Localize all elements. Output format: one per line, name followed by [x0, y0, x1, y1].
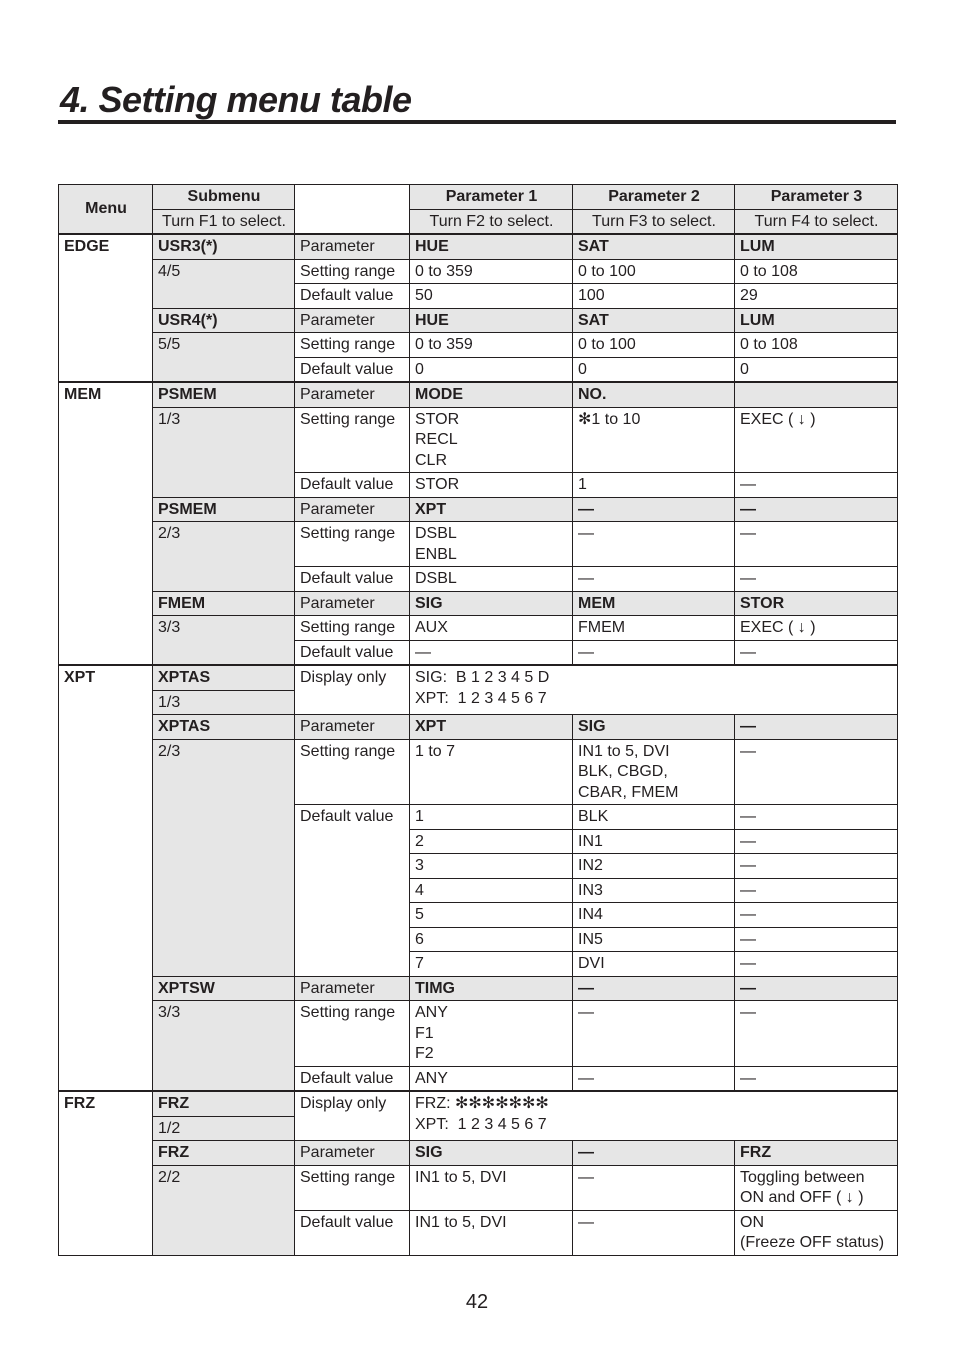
parameter-3: LUM	[735, 308, 898, 333]
parameter-3: —	[735, 715, 898, 740]
parameter-3: STOR	[735, 591, 898, 616]
parameter-1: MODE	[410, 382, 573, 407]
parameter-2: SIG	[573, 715, 735, 740]
setting-range-1: ANY F1 F2	[410, 1001, 573, 1067]
table-row	[59, 1165, 898, 1210]
default-value-3: —	[735, 640, 898, 665]
default-value-2: —	[573, 640, 735, 665]
header-param2: Parameter 2	[573, 185, 735, 210]
header-menu: Menu	[59, 185, 153, 235]
parameter-1: SIG	[410, 591, 573, 616]
setting-range-2: —	[573, 522, 735, 567]
row-label-setting-range: Setting range	[295, 407, 410, 473]
submenu-name: FRZ	[153, 1091, 295, 1116]
default-value-1: IN1 to 5, DVI	[410, 1210, 573, 1255]
parameter-2: —	[573, 1141, 735, 1166]
submenu-page: 2/3	[153, 522, 295, 592]
table-row	[59, 497, 898, 522]
submenu-page: 1/2	[153, 1116, 295, 1141]
default-value-2: IN4	[573, 903, 735, 928]
submenu-name: USR3(*)	[153, 234, 295, 259]
default-value-2: 100	[573, 284, 735, 309]
default-value-1: 2	[410, 829, 573, 854]
default-value-1: DSBL	[410, 567, 573, 592]
default-value-3: 0	[735, 357, 898, 382]
setting-range-2: 0 to 100	[573, 259, 735, 284]
setting-range-1: STOR RECL CLR	[410, 407, 573, 473]
setting-range-3: EXEC ( ↓ )	[735, 407, 898, 473]
default-value-2: IN2	[573, 854, 735, 879]
table-row	[59, 1001, 898, 1067]
default-value-3: —	[735, 927, 898, 952]
default-value-2: —	[573, 567, 735, 592]
submenu-name: FMEM	[153, 591, 295, 616]
setting-range-2: IN1 to 5, DVI BLK, CBGD, CBAR, FMEM	[573, 739, 735, 805]
display-only-value: SIG: B 1 2 3 4 5 D XPT: 1 2 3 4 5 6 7	[410, 665, 898, 715]
header-blank	[295, 185, 410, 235]
subheader-row	[59, 209, 898, 234]
default-value-3: —	[735, 878, 898, 903]
row-label-default-value: Default value	[295, 357, 410, 382]
parameter-2: SAT	[573, 234, 735, 259]
row-label-parameter: Parameter	[295, 308, 410, 333]
default-value-3: —	[735, 854, 898, 879]
parameter-2: SAT	[573, 308, 735, 333]
default-value-2: IN3	[573, 878, 735, 903]
setting-range-1: 1 to 7	[410, 739, 573, 805]
setting-range-1: 0 to 359	[410, 259, 573, 284]
submenu-name: PSMEM	[153, 497, 295, 522]
menu-cell: XPT	[59, 665, 153, 1091]
setting-range-3: EXEC ( ↓ )	[735, 616, 898, 641]
table-row	[59, 382, 898, 407]
setting-range-2: —	[573, 1165, 735, 1210]
default-value-3: —	[735, 903, 898, 928]
setting-range-1: IN1 to 5, DVI	[410, 1165, 573, 1210]
row-label-default-value: Default value	[295, 473, 410, 498]
submenu-name: FRZ	[153, 1141, 295, 1166]
menu-cell: MEM	[59, 382, 153, 665]
submenu-page: 2/3	[153, 739, 295, 976]
submenu-name: PSMEM	[153, 382, 295, 407]
setting-range-3: —	[735, 522, 898, 567]
setting-range-1: AUX	[410, 616, 573, 641]
setting-menu-table	[58, 184, 898, 1256]
row-label-display-only: Display only	[295, 665, 410, 715]
default-value-2: IN5	[573, 927, 735, 952]
parameter-1: XPT	[410, 715, 573, 740]
default-value-2: DVI	[573, 952, 735, 977]
submenu-page: 1/3	[153, 407, 295, 497]
default-value-2: —	[573, 1210, 735, 1255]
row-label-parameter: Parameter	[295, 715, 410, 740]
page-number: 42	[465, 1291, 489, 1313]
table-row	[59, 259, 898, 284]
subheader-param1: Turn F2 to select.	[410, 209, 573, 234]
table-row	[59, 739, 898, 805]
page-title: 4. Setting menu table	[60, 79, 412, 120]
setting-range-1: 0 to 359	[410, 333, 573, 358]
parameter-3: FRZ	[735, 1141, 898, 1166]
table-row	[59, 665, 898, 690]
parameter-3: LUM	[735, 234, 898, 259]
row-label-parameter: Parameter	[295, 497, 410, 522]
default-value-1: 50	[410, 284, 573, 309]
default-value-2: —	[573, 1066, 735, 1091]
row-label-parameter: Parameter	[295, 1141, 410, 1166]
menu-cell: EDGE	[59, 234, 153, 382]
submenu-page: 3/3	[153, 616, 295, 666]
table-row	[59, 407, 898, 473]
default-value-1: 1	[410, 805, 573, 830]
row-label-parameter: Parameter	[295, 234, 410, 259]
setting-range-2: ✻1 to 10	[573, 407, 735, 473]
setting-range-3: Toggling between ON and OFF ( ↓ )	[735, 1165, 898, 1210]
row-label-display-only: Display only	[295, 1091, 410, 1141]
subheader-submenu: Turn F1 to select.	[153, 209, 295, 234]
table-row	[59, 333, 898, 358]
title-underline	[58, 120, 896, 124]
row-label-setting-range: Setting range	[295, 522, 410, 567]
setting-range-3: 0 to 108	[735, 259, 898, 284]
default-value-2: 1	[573, 473, 735, 498]
default-value-3: —	[735, 805, 898, 830]
submenu-page: 4/5	[153, 259, 295, 308]
submenu-page: 2/2	[153, 1165, 295, 1255]
default-value-1: 6	[410, 927, 573, 952]
row-label-parameter: Parameter	[295, 382, 410, 407]
header-param3: Parameter 3	[735, 185, 898, 210]
default-value-2: 0	[573, 357, 735, 382]
parameter-2: MEM	[573, 591, 735, 616]
parameter-1: SIG	[410, 1141, 573, 1166]
header-param1: Parameter 1	[410, 185, 573, 210]
table-row	[59, 234, 898, 259]
menu-cell: FRZ	[59, 1091, 153, 1255]
default-value-3: —	[735, 829, 898, 854]
subheader-param3: Turn F4 to select.	[735, 209, 898, 234]
table-row	[59, 1091, 898, 1116]
row-label-parameter: Parameter	[295, 591, 410, 616]
table-row	[59, 591, 898, 616]
default-value-2: BLK	[573, 805, 735, 830]
default-value-3: —	[735, 567, 898, 592]
table-row	[59, 616, 898, 641]
row-label-setting-range: Setting range	[295, 259, 410, 284]
header-row	[59, 185, 898, 210]
table-row	[59, 1141, 898, 1166]
default-value-2: IN1	[573, 829, 735, 854]
row-label-default-value: Default value	[295, 640, 410, 665]
default-value-3: 29	[735, 284, 898, 309]
table-row	[59, 976, 898, 1001]
parameter-2: —	[573, 976, 735, 1001]
row-label-parameter: Parameter	[295, 976, 410, 1001]
row-label-default-value: Default value	[295, 1210, 410, 1255]
submenu-name: USR4(*)	[153, 308, 295, 333]
submenu-page: 3/3	[153, 1001, 295, 1092]
row-label-default-value: Default value	[295, 1066, 410, 1091]
parameter-3	[735, 382, 898, 407]
setting-range-2: —	[573, 1001, 735, 1067]
default-value-1: 7	[410, 952, 573, 977]
submenu-name: XPTAS	[153, 715, 295, 740]
default-value-1: 3	[410, 854, 573, 879]
default-value-1: ANY	[410, 1066, 573, 1091]
parameter-3: —	[735, 497, 898, 522]
table-row	[59, 308, 898, 333]
setting-range-1: DSBL ENBL	[410, 522, 573, 567]
row-label-setting-range: Setting range	[295, 616, 410, 641]
submenu-name: XPTSW	[153, 976, 295, 1001]
submenu-name: XPTAS	[153, 665, 295, 690]
default-value-1: STOR	[410, 473, 573, 498]
subheader-param2: Turn F3 to select.	[573, 209, 735, 234]
submenu-page: 5/5	[153, 333, 295, 383]
setting-range-3: 0 to 108	[735, 333, 898, 358]
header-submenu: Submenu	[153, 185, 295, 210]
setting-range-3: —	[735, 1001, 898, 1067]
default-value-1: —	[410, 640, 573, 665]
default-value-3: ON (Freeze OFF status)	[735, 1210, 898, 1255]
setting-range-3: —	[735, 739, 898, 805]
parameter-1: HUE	[410, 308, 573, 333]
row-label-default-value: Default value	[295, 805, 410, 977]
row-label-default-value: Default value	[295, 567, 410, 592]
default-value-1: 5	[410, 903, 573, 928]
table-row	[59, 715, 898, 740]
parameter-2: —	[573, 497, 735, 522]
setting-range-2: 0 to 100	[573, 333, 735, 358]
parameter-1: HUE	[410, 234, 573, 259]
row-label-setting-range: Setting range	[295, 333, 410, 358]
row-label-default-value: Default value	[295, 284, 410, 309]
row-label-setting-range: Setting range	[295, 739, 410, 805]
default-value-3: —	[735, 473, 898, 498]
submenu-page: 1/3	[153, 690, 295, 715]
table-row	[59, 522, 898, 567]
default-value-1: 0	[410, 357, 573, 382]
default-value-3: —	[735, 1066, 898, 1091]
display-only-value: FRZ: ✻✻✻✻✻✻✻ XPT: 1 2 3 4 5 6 7	[410, 1091, 898, 1141]
setting-range-2: FMEM	[573, 616, 735, 641]
parameter-1: XPT	[410, 497, 573, 522]
default-value-3: —	[735, 952, 898, 977]
parameter-1: TIMG	[410, 976, 573, 1001]
row-label-setting-range: Setting range	[295, 1165, 410, 1210]
parameter-3: —	[735, 976, 898, 1001]
default-value-1: 4	[410, 878, 573, 903]
parameter-2: NO.	[573, 382, 735, 407]
table-body	[59, 185, 898, 1256]
row-label-setting-range: Setting range	[295, 1001, 410, 1067]
